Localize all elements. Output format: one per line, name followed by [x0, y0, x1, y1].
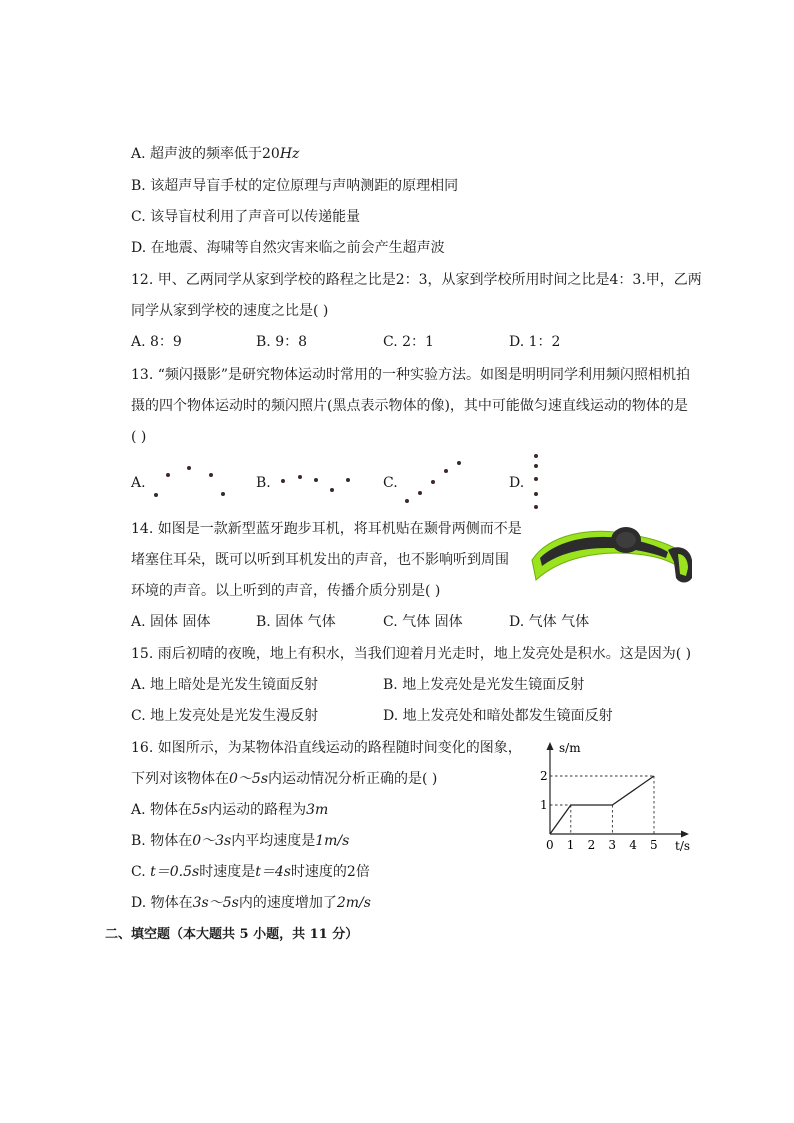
- q14-stem-line2: 堵塞住耳朵，既可以听到耳机发出的声音，也不影响听到周围: [131, 552, 509, 568]
- graph-axes: [547, 742, 690, 838]
- x-tick-label: 1: [566, 838, 575, 852]
- q12-stem-line1: 12. 甲、乙两同学从家到学校的路程之比是2：3，从家到学校所用时间之比是4：3.甲，乙两: [131, 272, 702, 288]
- q13-option-d: D.: [509, 475, 525, 491]
- q15-option-c: C. 地上发亮处是光发生漫反射: [131, 708, 319, 724]
- q15-option-d: D. 地上发亮处和暗处都发生镜面反射: [383, 708, 613, 724]
- q14-stem-line1: 14. 如图是一款新型蓝牙跑步耳机，将耳机贴在颞骨两侧而不是: [131, 521, 522, 537]
- q13-stem-line1: 13. “频闪摄影”是研究物体运动时常用的一种实验方法。如图是明明同学利用频闪照相机拍: [131, 367, 691, 383]
- q13-option-b: B.: [256, 475, 271, 491]
- q11-option-a: A. 超声波的频率低于20Hz: [131, 146, 300, 162]
- q15-option-b: B. 地上发亮处是光发生镜面反射: [383, 677, 585, 693]
- x-tick-label: 0: [546, 838, 554, 852]
- q12-option-d: D. 1：2: [509, 334, 561, 350]
- x-tick-label: 2: [587, 838, 596, 852]
- q16-option-a: A. 物体在5s内运动的路程为3m: [131, 802, 329, 818]
- q11-option-d: D. 在地震、海啸等自然灾害来临之前会产生超声波: [131, 240, 445, 256]
- q16-stem-line2: 下列对该物体在0～5s内运动情况分析正确的是( ): [131, 771, 438, 787]
- graph-x-label: t/s: [675, 839, 691, 853]
- q16-stem-line1: 16. 如图所示，为某物体沿直线运动的路程随时间变化的图象，: [131, 740, 522, 756]
- q15-stem: 15. 雨后初晴的夜晚，地上有积水，当我们迎着月光走时，地上发亮处是积水。这是因为( ): [131, 646, 692, 662]
- q14-option-c: C. 气体 固体: [383, 614, 463, 630]
- s-t-graph: [535, 738, 700, 858]
- y-tick-label: 1: [540, 798, 548, 812]
- section-2-heading: 二、填空题（本大题共 5 小题，共 11 分）: [105, 927, 359, 942]
- x-tick-label: 4: [629, 838, 637, 852]
- q13-stem-line3: ( ): [131, 429, 147, 445]
- bone-conduction-headphone-image: [518, 514, 698, 594]
- q12-option-c: C. 2：1: [383, 334, 434, 350]
- q11-option-c: C. 该导盲杖利用了声音可以传递能量: [131, 209, 361, 225]
- q14-option-b: B. 固体 气体: [256, 614, 336, 630]
- q13-stem-line2: 摄的四个物体运动时的频闪照片(黑点表示物体的像)，其中可能做匀速直线运动的物体的是: [131, 398, 688, 414]
- q13-option-c: C.: [383, 475, 398, 491]
- q12-option-b: B. 9：8: [256, 334, 308, 350]
- graph-y-ticks: [540, 769, 548, 812]
- q12-stem-line2: 同学从家到学校的速度之比是( ): [131, 303, 329, 319]
- x-tick-label: 5: [650, 838, 658, 852]
- q14-stem-line3: 环境的声音。以上听到的声音，传播介质分别是( ): [131, 583, 441, 599]
- q14-option-a: A. 固体 固体: [131, 614, 211, 630]
- q14-option-d: D. 气体 气体: [509, 614, 590, 630]
- q13-option-a: A.: [131, 475, 146, 491]
- q12-option-a: A. 8：9: [131, 334, 182, 350]
- x-tick-label: 3: [608, 838, 617, 852]
- q16-option-b: B. 物体在0～3s内平均速度是1m/s: [131, 833, 350, 849]
- q15-option-a: A. 地上暗处是光发生镜面反射: [131, 677, 319, 693]
- q16-option-c: C. t＝0.5s时速度是t＝4s时速度的2倍: [131, 864, 370, 880]
- q16-option-d: D. 物体在3s～5s内的速度增加了2m/s: [131, 895, 371, 911]
- graph-y-label: s/m: [559, 741, 581, 755]
- graph-x-ticks: [546, 838, 658, 852]
- q11-option-b: B. 该超声导盲手杖的定位原理与声呐测距的原理相同: [131, 178, 459, 194]
- y-tick-label: 2: [540, 769, 548, 783]
